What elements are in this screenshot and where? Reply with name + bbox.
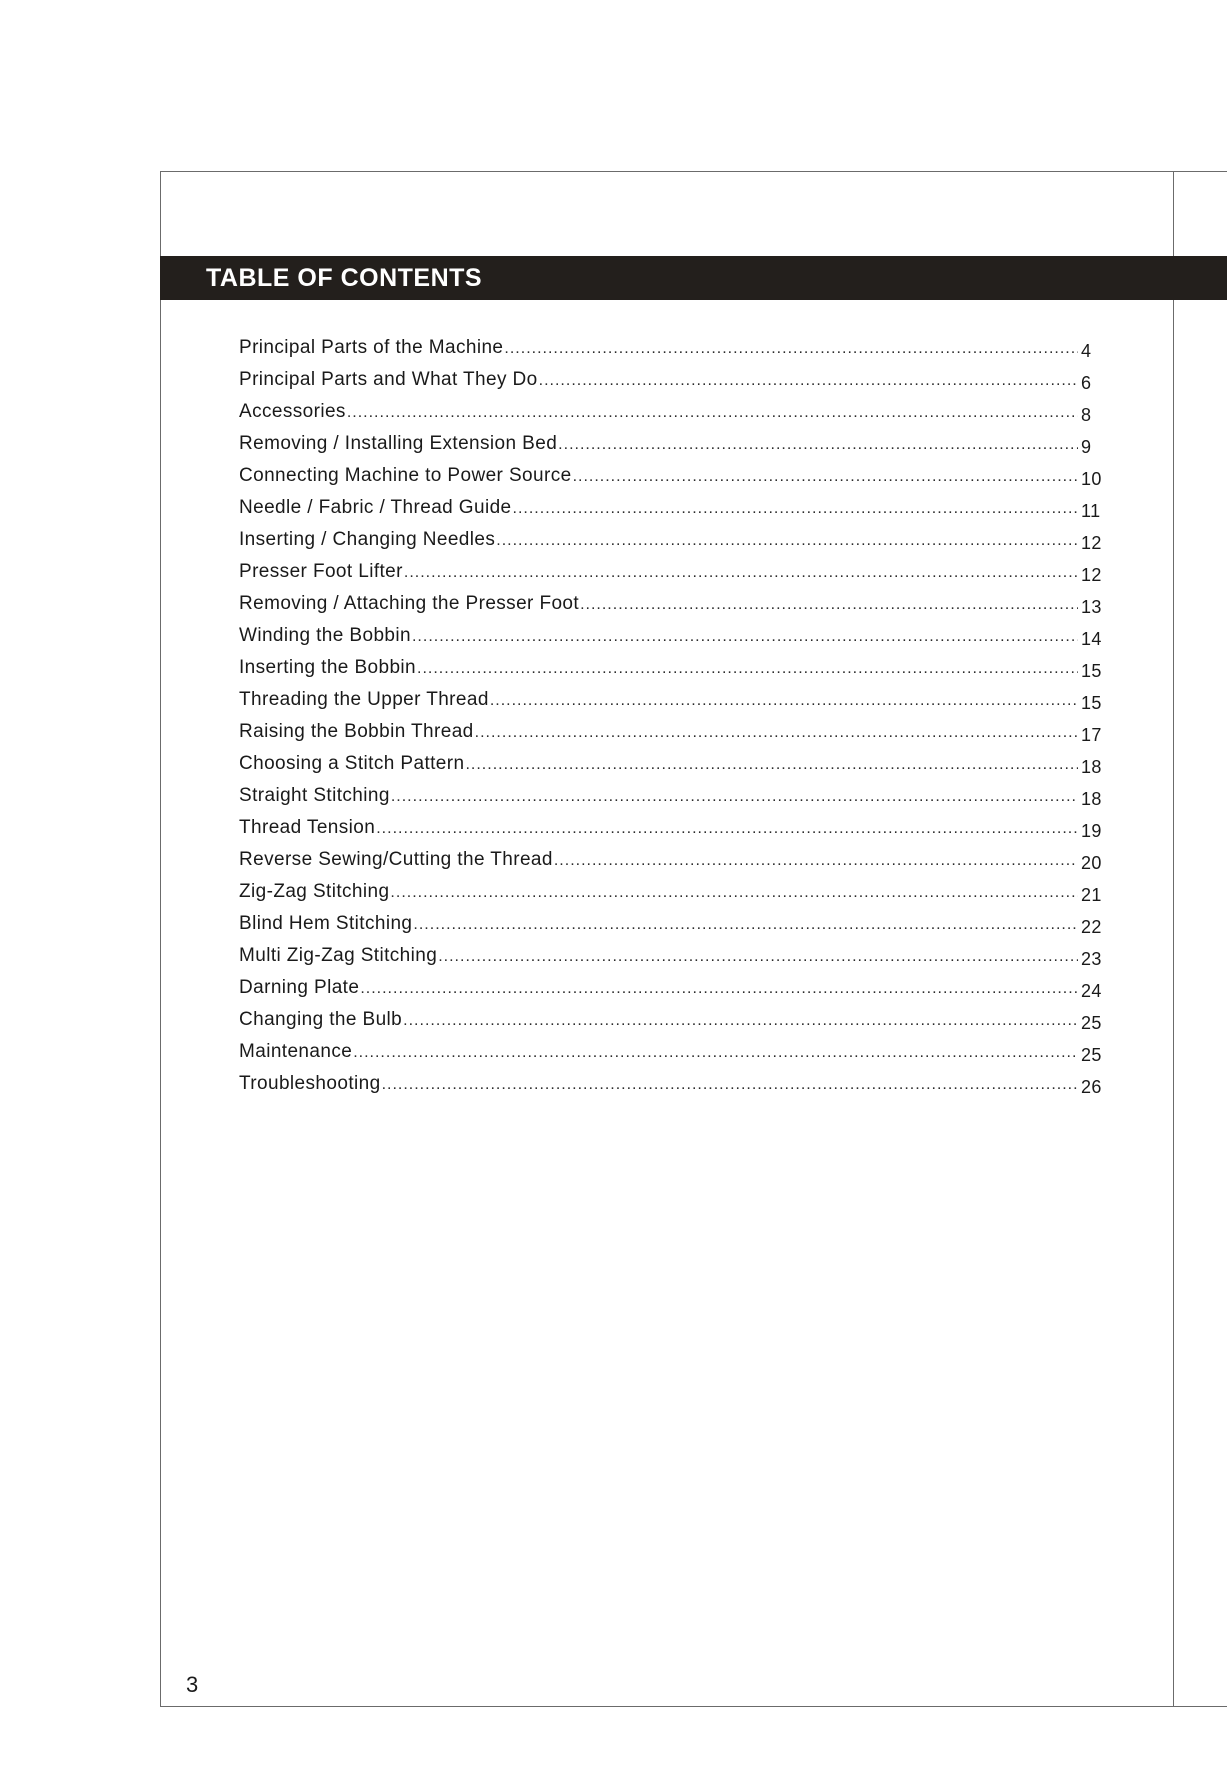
page-number: 3 [186,1672,199,1697]
toc-entry-page: 15 [1081,693,1102,713]
toc-entry-page: 19 [1081,821,1102,841]
toc-entry-page: 15 [1081,661,1102,681]
toc-entry-title: Raising the Bobbin Thread [239,721,474,742]
toc-entry-page: 9 [1081,437,1092,457]
toc-entry-page: 25 [1081,1045,1102,1065]
toc-entry[interactable] [239,529,1109,561]
dot-leader [404,564,1078,582]
toc-entry[interactable] [239,945,1109,977]
toc-entry-title: Maintenance [239,1041,353,1062]
dot-leader [539,372,1078,390]
toc-entry[interactable] [239,753,1109,785]
toc-entry[interactable] [239,977,1109,1009]
toc-entry-page: 22 [1081,917,1102,937]
dot-leader [353,1044,1078,1062]
toc-entry-page: 23 [1081,949,1102,969]
dot-leader [360,980,1078,998]
dot-leader [403,1012,1078,1030]
toc-entry[interactable] [239,1041,1109,1073]
dot-leader [390,884,1078,902]
toc-entry-page: 12 [1081,533,1102,553]
toc-entry-title: Changing the Bulb [239,1009,403,1030]
toc-entry-title: Multi Zig-Zag Stitching [239,945,438,966]
toc-entry-page: 25 [1081,1013,1102,1033]
toc-entry-title: Choosing a Stitch Pattern [239,753,465,774]
toc-entry-title: Blind Hem Stitching [239,913,413,934]
toc-entry-title: Presser Foot Lifter [239,561,403,582]
dot-leader [376,820,1078,838]
toc-entry[interactable] [239,1073,1109,1105]
toc-entry-title: Zig-Zag Stitching [239,881,390,902]
toc-entry[interactable] [239,817,1109,849]
toc-entry-title: Winding the Bobbin [239,625,411,646]
toc-entry[interactable] [239,657,1109,689]
dot-leader [412,628,1078,646]
dot-leader [490,692,1078,710]
toc-entry-title: Reverse Sewing/Cutting the Thread [239,849,553,870]
toc-entry-page: 8 [1081,405,1092,425]
toc-entry[interactable] [239,561,1109,593]
toc-entry[interactable] [239,1009,1109,1041]
toc-entry-title: Accessories [239,401,346,422]
toc-entry-title: Principal Parts and What They Do [239,369,538,390]
toc-entry[interactable] [239,721,1109,753]
dot-leader [558,436,1078,454]
toc-entry-title: Principal Parts of the Machine [239,337,504,358]
toc-entry-page: 12 [1081,565,1102,585]
toc-entry-page: 18 [1081,789,1102,809]
dot-leader [382,1076,1078,1094]
toc-entry[interactable] [239,785,1109,817]
toc-entry[interactable] [239,689,1109,721]
dot-leader [554,852,1078,870]
dot-leader [417,660,1078,678]
toc-entry-title: Removing / Installing Extension Bed [239,433,558,454]
toc-entry-title: Straight Stitching [239,785,390,806]
toc-entry[interactable] [239,337,1109,369]
page-title: TABLE OF CONTENTS [206,264,483,292]
dot-leader [391,788,1078,806]
toc-entry-title: Connecting Machine to Power Source [239,465,572,486]
toc-entry-page: 17 [1081,725,1102,745]
toc-entry[interactable] [239,593,1109,625]
dot-leader [580,596,1078,614]
dot-leader [438,948,1078,966]
table-of-contents [239,337,1109,1105]
toc-entry-title: Needle / Fabric / Thread Guide [239,497,512,518]
toc-entry-page: 4 [1081,341,1092,361]
toc-entry-page: 14 [1081,629,1102,649]
toc-entry[interactable] [239,625,1109,657]
toc-entry[interactable] [239,497,1109,529]
toc-entry[interactable] [239,465,1109,497]
toc-entry-page: 11 [1081,501,1101,521]
toc-entry-page: 20 [1081,853,1102,873]
right-margin-rule [1173,171,1174,1707]
toc-entry[interactable] [239,369,1109,401]
toc-entry-title: Inserting / Changing Needles [239,529,496,550]
dot-leader [496,532,1078,550]
toc-entry-title: Troubleshooting [239,1073,381,1094]
toc-entry-page: 21 [1081,885,1102,905]
toc-entry[interactable] [239,401,1109,433]
toc-entry[interactable] [239,849,1109,881]
dot-leader [347,404,1078,422]
toc-entry-page: 24 [1081,981,1102,1001]
toc-entry-page: 10 [1081,469,1102,489]
dot-leader [413,916,1078,934]
toc-entry[interactable] [239,881,1109,913]
dot-leader [573,468,1078,486]
toc-entry-title: Darning Plate [239,977,360,998]
dot-leader [475,724,1078,742]
toc-entry[interactable] [239,913,1109,945]
toc-entry-page: 18 [1081,757,1102,777]
toc-entry[interactable] [239,433,1109,465]
dot-leader [465,756,1078,774]
toc-entry-page: 13 [1081,597,1102,617]
toc-entry-page: 26 [1081,1077,1102,1097]
dot-leader [504,340,1078,358]
dot-leader [513,500,1078,518]
toc-entry-title: Threading the Upper Thread [239,689,489,710]
toc-entry-page: 6 [1081,373,1092,393]
toc-entry-title: Thread Tension [239,817,376,838]
toc-entry-title: Inserting the Bobbin [239,657,417,678]
toc-entry-title: Removing / Attaching the Presser Foot [239,593,580,614]
